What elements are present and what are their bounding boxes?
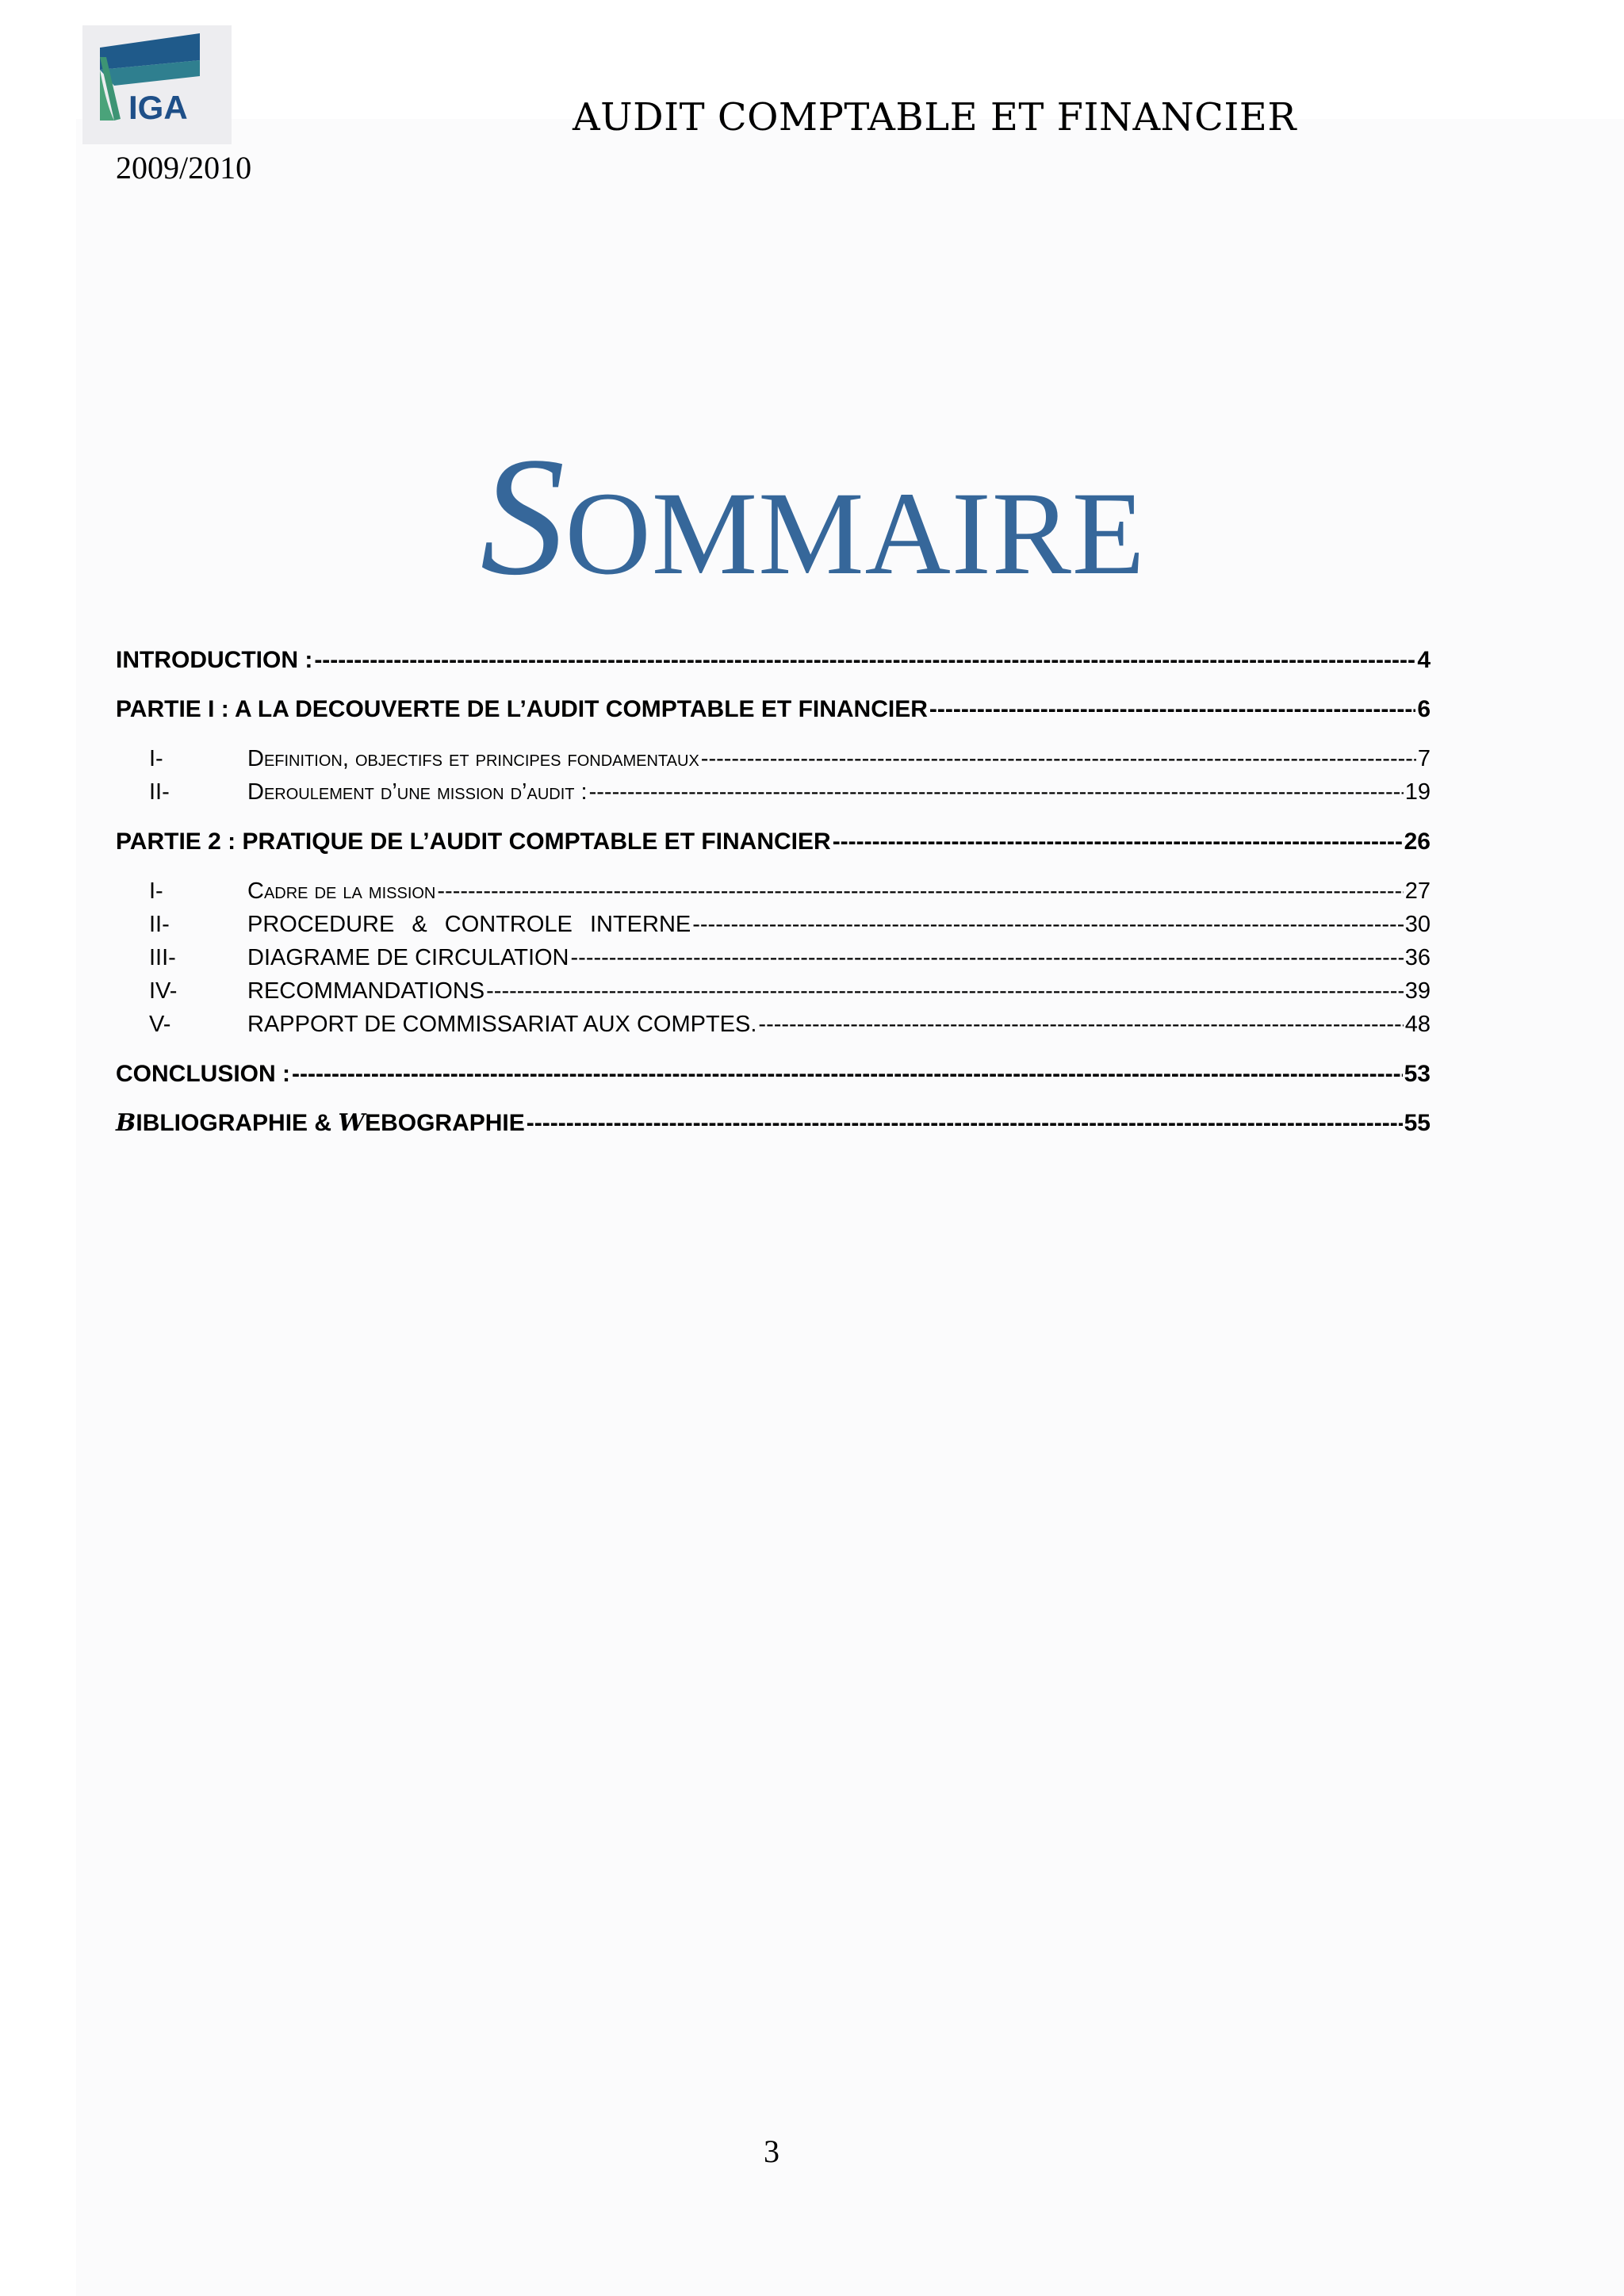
toc-label: Deroulement d’une mission d’audit :	[247, 779, 588, 805]
title-rest: OMMAIRE	[565, 468, 1146, 599]
toc-page: 19	[1404, 779, 1431, 805]
leader-dots	[527, 1107, 1403, 1137]
toc-page: 36	[1404, 945, 1431, 970]
svg-text:IGA: IGA	[128, 89, 188, 126]
toc-entry-introduction[interactable]	[116, 642, 1431, 674]
toc-page: 39	[1404, 978, 1431, 1004]
toc-page: 27	[1404, 878, 1431, 904]
label-part: IBLIOGRAPHIE &	[136, 1110, 339, 1136]
toc-page: 4	[1417, 647, 1431, 673]
leader-dots	[929, 693, 1415, 723]
leader-dots	[292, 1058, 1403, 1088]
toc-page: 26	[1404, 828, 1431, 855]
toc-page: 48	[1404, 1012, 1431, 1037]
toc-entry-partie2[interactable]	[116, 824, 1431, 855]
toc-page: 30	[1404, 912, 1431, 937]
toc-label	[116, 1109, 525, 1137]
toc-label: PARTIE I : A LA DECOUVERTE DE L’AUDIT COMPTABLE ET FINANCIER	[116, 696, 928, 722]
leader-dots	[437, 874, 1403, 905]
toc-entry-partie2-item3[interactable]	[149, 939, 1431, 971]
toc-label: DIAGRAME DE CIRCULATION	[247, 945, 569, 970]
leader-dots	[571, 941, 1404, 971]
toc-number: III-	[149, 945, 176, 970]
title-initial: S	[480, 423, 565, 610]
toc-number: I-	[149, 746, 163, 771]
toc-number: I-	[149, 878, 163, 904]
toc-entry-bibliographie[interactable]	[116, 1105, 1431, 1137]
toc-entry-partie2-item1[interactable]	[149, 873, 1431, 905]
toc-label: Cadre de la mission	[247, 878, 436, 904]
toc-entry-partie2-item2[interactable]	[149, 906, 1431, 938]
toc-entry-partie1[interactable]	[116, 691, 1431, 723]
decorative-initial-b: B	[116, 1109, 136, 1137]
toc-number: IV-	[149, 978, 178, 1004]
toc-entry-partie1-item2[interactable]	[149, 774, 1431, 806]
toc-page: 53	[1404, 1061, 1431, 1087]
leader-dots	[701, 742, 1416, 772]
label-part: EBOGRAPHIE	[365, 1110, 525, 1136]
decorative-initial-w: W	[338, 1109, 366, 1137]
toc-page: 6	[1417, 696, 1431, 722]
toc-entry-partie1-item1[interactable]	[149, 740, 1431, 772]
toc-label: PARTIE 2 : PRATIQUE DE L’AUDIT COMPTABLE ET FINANCIER	[116, 828, 831, 855]
toc-number: V-	[149, 1012, 171, 1037]
leader-dots	[314, 644, 1415, 674]
toc-page: 7	[1417, 746, 1431, 771]
toc-entry-partie2-item4[interactable]	[149, 973, 1431, 1004]
toc-label: PROCEDURE & CONTROLE INTERNE	[247, 912, 691, 937]
document-title: AUDIT COMPTABLE ET FINANCIER	[573, 95, 1297, 140]
toc-label: RECOMMANDATIONS	[247, 978, 485, 1004]
page-number: 3	[764, 2133, 779, 2169]
toc-number: II-	[149, 912, 170, 937]
toc-entry-conclusion[interactable]	[116, 1056, 1431, 1088]
leader-dots	[758, 1008, 1403, 1038]
iga-logo	[82, 25, 232, 144]
page-title	[412, 423, 1213, 610]
toc-entry-partie2-item5[interactable]	[149, 1006, 1431, 1038]
leader-dots	[486, 974, 1404, 1004]
toc-label: CONCLUSION :	[116, 1061, 290, 1087]
leader-dots	[692, 908, 1404, 938]
toc-label: Definition, objectifs et principes fondamentaux	[247, 746, 699, 771]
academic-year: 2009/2010	[116, 150, 252, 186]
toc-label: INTRODUCTION :	[116, 647, 313, 673]
leader-dots	[833, 825, 1403, 855]
toc-label: RAPPORT DE COMMISSARIAT AUX COMPTES.	[247, 1012, 757, 1037]
toc-page: 55	[1404, 1110, 1431, 1136]
toc-number: II-	[149, 779, 170, 805]
leader-dots	[589, 775, 1404, 806]
